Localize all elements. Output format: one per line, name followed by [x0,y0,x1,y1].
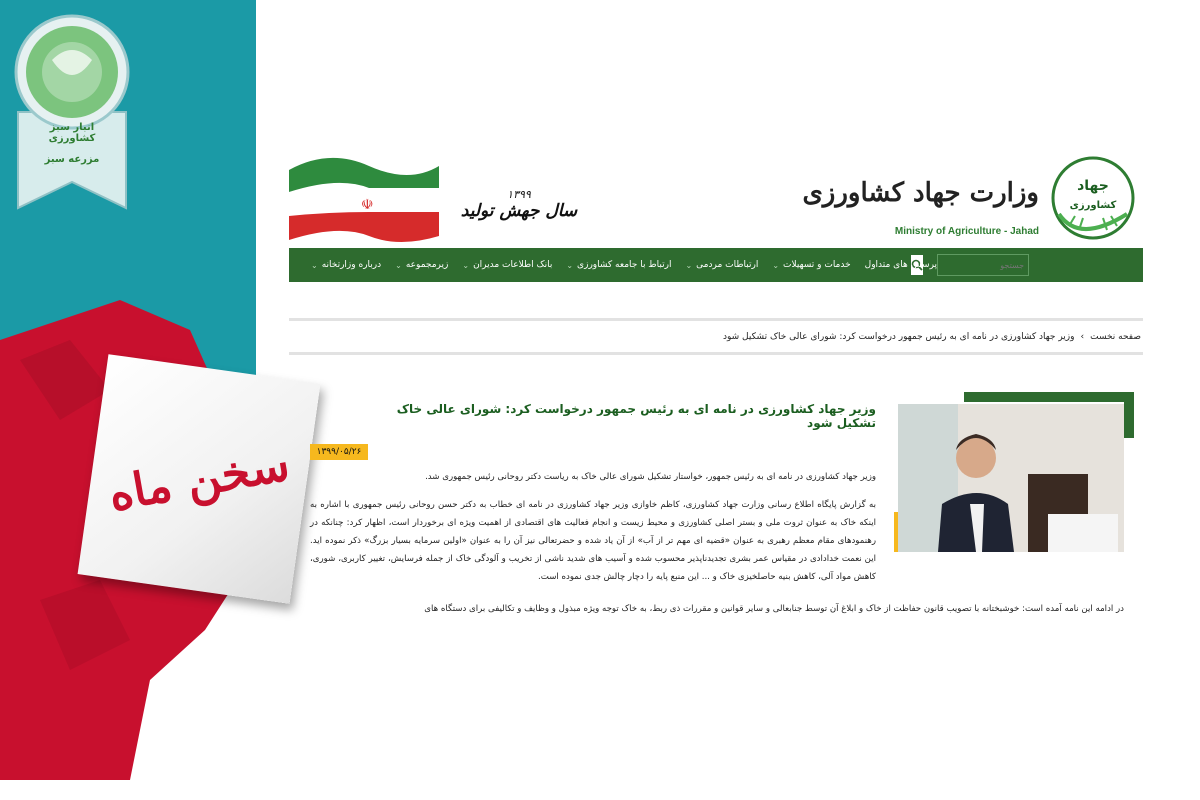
minister-photo[interactable] [898,404,1124,552]
nav-item-subsidiaries[interactable] [395,260,448,270]
iran-flag-image [289,148,439,244]
search-input[interactable] [923,255,1028,275]
main-navigation [289,248,1143,282]
jahad-logo-icon[interactable] [1049,154,1137,242]
article-paragraph-2: به گزارش پایگاه اطلاع رسانی وزارت جهاد کشاورزی، کاظم خاوازی وزیر جهاد کشاورزی در نامه ای خطاب به دکتر حسن روحانی رئیس جمهوری با اشاره به اینکه خاک به عنوان ثروت ملی و بستر اصلی کشاورزی و محیط زیست و انجام فعالیت های اقتصادی از اهمیت ویژه ای برخوردار است، اظهار کرد: چنانکه در رهنمودهای مقام معظم رهبری به عنوان «قضیه ای مهم تر از آب» از آن یاد شده و حضرتعالی نیز آن را به عنوان «اولین سرمایه بسیار بزرگ» ذکر نموده اید. این نعمت خدادادی در مقیاس عمر بشری تجدیدناپذیر محسوب شده و آسیب های شدید ناشی از تخریب و آلودگی خاک از جمله فرسایش، تغییر کاربری، شوری، کاهش مواد آلی، کاهش بنیه حاصلخیزی خاک و ... این منبع پایه را دچار چالش جدی نموده است. [310,500,876,582]
chevron-down-icon: ⌄ [395,260,402,270]
search-box [937,254,1029,276]
divider-bottom [289,352,1143,355]
nav-label: خدمات و تسهیلات [783,260,851,270]
breadcrumb-home[interactable]: صفحه نخست [1090,332,1141,342]
chevron-down-icon: ⌄ [772,260,780,270]
chevron-down-icon: ⌄ [685,260,693,270]
nav-label: درباره وزارتخانه [321,260,382,270]
nav-item-about[interactable] [311,260,381,270]
badge-text-top: انبار سبز کشاورزی [48,122,96,144]
monthly-message-sticker [78,354,321,604]
slogan-text: سال جهش تولید [460,201,578,221]
nav-label: پرسش های متداول [864,260,938,270]
ministry-english-title[interactable]: Ministry of Agriculture - Jahad [894,226,1039,237]
green-farm-badge [12,12,132,212]
article-title: وزیر جهاد کشاورزی در نامه ای به رئیس جمهور درخواست کرد: شورای عالی خاک تشکیل شود [396,402,876,430]
nav-item-farming-community[interactable] [566,260,671,270]
logo-text-jahad: جهاد [1077,178,1109,194]
badge-text-bottom: مزرعه سبز [44,154,100,165]
divider-top [289,318,1143,321]
nav-item-public-relations[interactable] [685,260,758,270]
ministry-title[interactable]: وزارت جهاد کشاورزی [802,178,1039,208]
year-slogan [449,188,589,221]
nav-item-managers-db[interactable] [462,260,552,270]
slogan-year: ۱۳۹۹ [507,188,531,201]
breadcrumb-separator: › [1080,332,1085,342]
nav-label: ارتباط با جامعه کشاورزی [577,260,672,270]
nav-item-faq[interactable] [865,260,937,270]
chevron-down-icon: ⌄ [462,260,470,270]
article-date: ۱۳۹۹/۰۵/۲۶ [310,444,368,460]
nav-label: ارتباطات مردمی [696,260,759,270]
chevron-down-icon: ⌄ [566,260,574,270]
breadcrumb [289,325,1143,349]
nav-label: بانک اطلاعات مدیران [473,260,553,270]
nav-label: زیرمجموعه [405,260,449,270]
article-paragraph-1: وزیر جهاد کشاورزی در نامه ای به رئیس جمهور، خواستار تشکیل شورای عالی خاک به ریاست دکتر روحانی رئیس جمهوری شد. [425,472,876,482]
logo-text-keshavarzi: کشاورزی [1069,200,1117,211]
breadcrumb-current: وزیر جهاد کشاورزی در نامه ای به رئیس جمهور درخواست کرد: شورای عالی خاک تشکیل شود [722,332,1075,342]
chevron-down-icon: ⌄ [311,260,318,270]
site-header [289,148,1143,248]
nav-item-services[interactable] [772,260,850,270]
svg-text:☫: ☫ [361,197,374,213]
sticker-title: سخن ماه [104,436,294,522]
article-paragraph-3: در ادامه این نامه آمده است: خوشبختانه با تصویب قانون حفاظت از خاک و ابلاغ آن توسط جنابعالی و سایر قوانین و مقررات ذی ربط، به خاک توجه ویژه مبذول و وظایف و تکالیفی برای دستگاه های [424,604,1124,614]
